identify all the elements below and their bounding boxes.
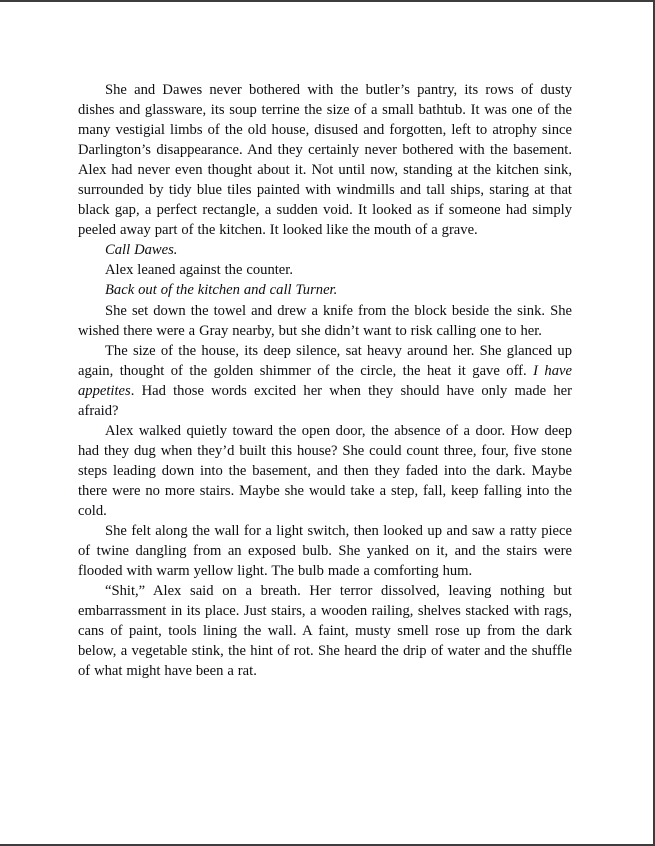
paragraph bbox=[78, 301, 572, 341]
text-run: Alex walked quietly toward the open door, the absence of a door. How deep had they dug when they’d built this house? She could count three, four, five stone steps leading down into the basement, and then they faded into the dark. Maybe there were no more stairs. Maybe she would take a step, fall, keep falling into the cold. bbox=[78, 422, 572, 519]
paragraph bbox=[78, 80, 572, 240]
paragraph bbox=[78, 240, 572, 260]
text-run: She felt along the wall for a light switch, then looked up and saw a ratty piece of twine dangling from an exposed bulb. She yanked on it, and the stairs were flooded with warm yellow light. The bulb made a comforting hum. bbox=[78, 523, 572, 580]
italic-run: Call Dawes. bbox=[105, 242, 178, 259]
text-run: The size of the house, its deep silence, sat heavy around her. She glanced up again, thought of the golden shimmer of the circle, the heat it gave off. bbox=[78, 342, 572, 379]
italic-run: Back out of the kitchen and call Turner. bbox=[105, 282, 338, 299]
paragraph bbox=[78, 260, 572, 280]
italic-run: I have appetites bbox=[78, 362, 572, 399]
paragraph bbox=[78, 581, 572, 681]
text-run: “Shit,” Alex said on a breath. Her terror dissolved, leaving nothing but embarrassment in its place. Just stairs, a wooden railing, shelves stacked with rags, cans of paint, tools lining the wall. A faint, musty smell rose up from the dark below, a vegetable stink, the hint of rot. She heard the drip of water and the shuffle of what might have been a rat. bbox=[78, 583, 572, 680]
text-run: She set down the towel and drew a knife from the block beside the sink. She wished there were a Gray nearby, but she didn’t want to risk calling one to her. bbox=[78, 302, 572, 339]
paragraph bbox=[78, 421, 572, 521]
text-run: . Had those words excited her when they should have only made her afraid? bbox=[78, 382, 572, 419]
paragraph bbox=[78, 280, 572, 300]
body-text-block bbox=[78, 80, 572, 681]
text-run: She and Dawes never bothered with the butler’s pantry, its rows of dusty dishes and glassware, its soup terrine the size of a small bathtub. It was one of the many vestigial limbs of the old house, disused and forgotten, left to atrophy since Darlington’s disappearance. And they certainly never bothered with the basement. Alex had never even thought about it. Not until now, standing at the kitchen sink, surrounded by tidy blue tiles painted with windmills and tall ships, staring at that black gap, a perfect rectangle, a sudden void. It looked as if someone had simply peeled away part of the kitchen. It looked like the mouth of a grave. bbox=[78, 82, 572, 239]
text-run: Alex leaned against the counter. bbox=[105, 262, 293, 279]
paragraph bbox=[78, 521, 572, 581]
paragraph bbox=[78, 341, 572, 421]
